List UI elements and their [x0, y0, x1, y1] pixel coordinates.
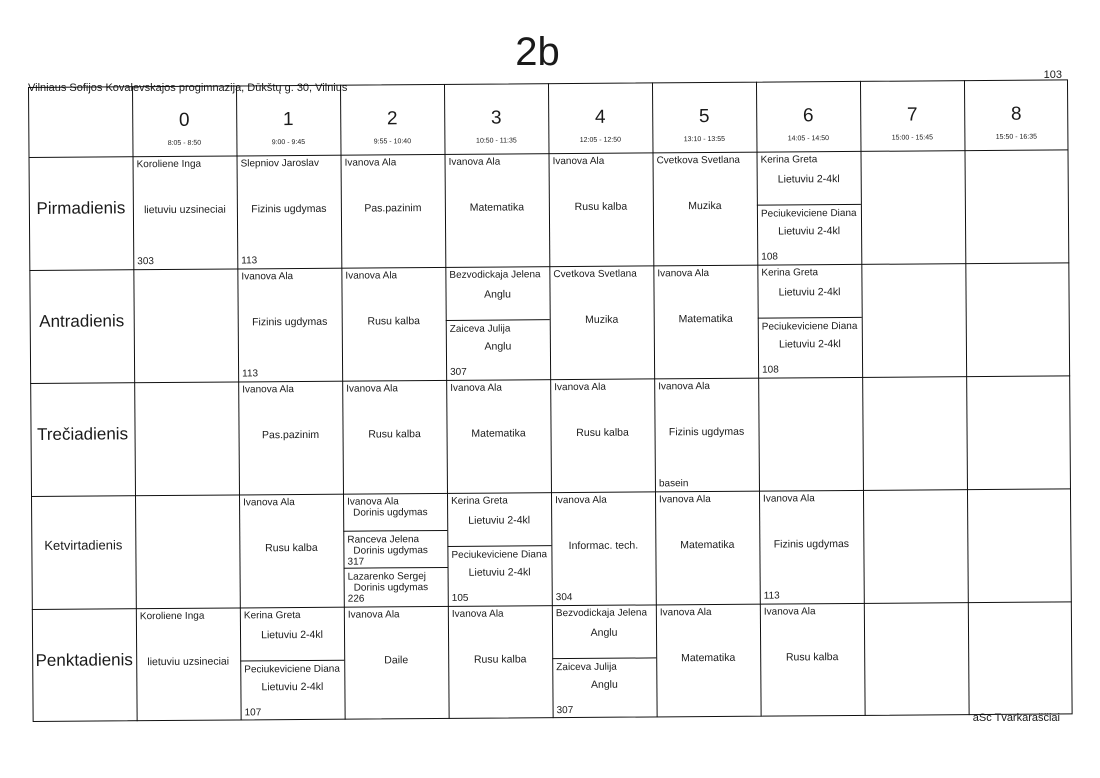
lesson-cell	[654, 378, 759, 492]
lesson-cell	[552, 604, 657, 718]
teacher-name: Kerina Greta	[760, 154, 818, 166]
teacher-name: Ivanova Ala	[554, 381, 606, 394]
subject-name: Rusu kalba	[368, 428, 421, 441]
lesson-subcell	[758, 317, 862, 377]
period-header	[132, 85, 237, 156]
teacher-name: Peciukeviciene Diana	[760, 207, 857, 220]
period-header	[340, 84, 445, 155]
period-number: 3	[490, 107, 502, 129]
teacher-name: Kerina Greta	[761, 267, 819, 279]
subject-name: lietuviu uzsineciai	[144, 203, 226, 217]
period-header	[444, 83, 549, 154]
lesson-cell	[655, 491, 760, 605]
lesson-cell	[342, 380, 447, 494]
teacher-name: Koroliene Inga	[136, 158, 202, 171]
period-header	[652, 82, 757, 153]
teacher-name: Ivanova Ala	[763, 493, 815, 505]
period-header	[860, 80, 965, 151]
lesson-subcell	[757, 204, 861, 264]
period-header	[964, 79, 1069, 150]
lesson-cell	[656, 604, 761, 718]
period-time: 8:05 - 8:50	[167, 139, 202, 147]
lesson-cell	[133, 155, 238, 269]
period-time: 12:05 - 12:50	[579, 136, 622, 144]
room-number: 105	[451, 592, 469, 604]
room-number: 307	[556, 705, 574, 717]
subject-name: Lietuviu 2-4kl	[778, 224, 841, 238]
teacher-name: Ivanova Ala	[345, 270, 398, 282]
lesson-cell	[238, 381, 343, 495]
subject-name: Rusu kalba	[367, 315, 421, 328]
period-header	[236, 85, 341, 156]
teacher-name: Ivanova Ala	[347, 496, 399, 508]
lesson-cell	[551, 491, 656, 605]
lesson-cell	[341, 267, 446, 381]
subject-name: Fizinis ugdymas	[251, 202, 327, 216]
period-number: 6	[802, 105, 814, 127]
teacher-name: Zaiceva Julija	[449, 322, 511, 335]
room-number: 226	[347, 593, 365, 605]
teacher-name: Peciukeviciene Diana	[451, 548, 548, 561]
teacher-name: Ivanova Ala	[344, 157, 397, 169]
subject-name: Pas.pazinim	[261, 428, 320, 442]
lesson-cell	[757, 264, 862, 378]
lesson-subcell	[447, 492, 551, 546]
lesson-cell	[237, 155, 342, 269]
teacher-name: Ivanova Ala	[552, 155, 605, 168]
subject-name: Matematika	[678, 312, 733, 326]
lesson-subcell	[344, 568, 448, 607]
lesson-cell	[652, 152, 757, 266]
subject-name: Muzika	[688, 199, 722, 213]
lesson-subcell	[552, 604, 656, 658]
subject-name: Anglu	[484, 339, 512, 353]
subject-name: Dorinis ugdymas	[353, 545, 428, 557]
room-number: 113	[241, 255, 258, 267]
subject-name: Anglu	[590, 678, 618, 691]
room-number: 317	[347, 556, 365, 568]
lesson-cell	[343, 493, 448, 607]
lesson-subcell	[446, 320, 550, 380]
subject-name: Rusu kalba	[785, 651, 839, 664]
lesson-subcell	[343, 531, 447, 569]
subject-name: Rusu kalba	[265, 541, 318, 555]
subject-name: Anglu	[590, 626, 618, 639]
period-time: 15:50 - 16:35	[995, 133, 1038, 141]
period-number: 5	[698, 106, 710, 128]
lesson-cell	[240, 607, 345, 721]
teacher-name: Bezvodickaja Jelena	[449, 269, 541, 281]
day-label: Trečiadienis	[36, 424, 129, 444]
teacher-name: Peciukeviciene Diana	[761, 320, 858, 333]
period-number: 8	[1010, 103, 1022, 125]
teacher-name: Ivanova Ala	[448, 156, 501, 168]
teacher-name: Zaiceva Julija	[556, 661, 617, 673]
period-time: 13:10 - 13:55	[683, 135, 726, 144]
lesson-subcell	[757, 264, 861, 318]
lesson-subcell	[445, 266, 549, 320]
teacher-name: Slepniov Jaroslav	[240, 157, 319, 170]
room-number: 113	[242, 368, 259, 380]
subject-name: Matematika	[681, 651, 736, 665]
subject-name: Lietuviu 2-4kl	[261, 628, 324, 642]
lesson-cell	[341, 154, 446, 268]
subject-name: Daile	[384, 654, 409, 667]
subject-name: Pas.pazinim	[364, 202, 422, 215]
teacher-name: Ivanova Ala	[659, 494, 711, 506]
lesson-cell	[445, 153, 550, 267]
period-header	[756, 81, 861, 152]
teacher-name: Ivanova Ala	[451, 608, 504, 620]
subject-name: Anglu	[484, 288, 511, 301]
lesson-cell	[445, 266, 550, 380]
lesson-cell	[447, 492, 552, 606]
lesson-cell	[446, 379, 551, 493]
lesson-cell	[239, 494, 344, 608]
subject-name: Lietuviu 2-4kl	[777, 173, 840, 186]
lesson-cell	[344, 606, 449, 720]
subject-name: Muzika	[585, 313, 619, 326]
lesson-subcell	[343, 493, 447, 532]
teacher-name: Ivanova Ala	[347, 609, 400, 621]
page-number: 103	[1043, 69, 1062, 81]
lesson-cell	[550, 378, 655, 492]
lesson-cell	[760, 603, 865, 717]
teacher-name: Ivanova Ala	[450, 382, 502, 394]
period-number: 4	[594, 106, 606, 128]
teacher-name: Ivanova Ala	[659, 607, 712, 619]
period-time: 14:05 - 14:50	[787, 135, 830, 143]
footer-credit: aSc Tvarkaraščiai	[972, 712, 1060, 724]
teacher-name: Kerina Greta	[451, 495, 508, 507]
period-time: 9:00 - 9:45	[271, 138, 306, 147]
teacher-name: Ranceva Jelena	[347, 534, 420, 546]
room-number: 303	[137, 256, 155, 268]
lesson-cell	[136, 607, 241, 721]
subject-name: Fizinis ugdymas	[668, 425, 745, 439]
subject-name: Rusu kalba	[473, 653, 527, 666]
teacher-name: Ivanova Ala	[555, 494, 607, 507]
room-number: 307	[450, 366, 467, 378]
subject-name: Dorinis ugdymas	[353, 582, 429, 594]
subject-name: Matematika	[471, 427, 526, 440]
subject-name: Informac. tech.	[568, 539, 639, 553]
lesson-subcell	[447, 546, 551, 606]
lesson-cell	[237, 268, 342, 382]
page-title: 2b	[515, 30, 560, 74]
period-number: 2	[386, 108, 398, 130]
school-name: Vilniaus Sofijos Kovalevskajos progimnazija, Dūkštų g. 30, Vilnius	[28, 82, 348, 94]
day-label: Penktadienis	[35, 650, 133, 670]
day-label: Ketvirtadienis	[44, 537, 123, 553]
timetable-grid	[28, 79, 1073, 722]
subject-name: Fizinis ugdymas	[773, 537, 850, 551]
lesson-cell	[759, 490, 864, 604]
lesson-cell	[756, 151, 861, 265]
subject-name: Matematika	[469, 201, 525, 214]
room-number: 113	[763, 590, 780, 602]
teacher-name: Ivanova Ala	[657, 268, 710, 280]
lesson-cell	[653, 265, 758, 379]
period-time: 9:55 - 10:40	[373, 138, 412, 146]
day-label: Pirmadienis	[36, 198, 126, 218]
subject-name: Rusu kalba	[576, 426, 629, 439]
teacher-name: Ivanova Ala	[763, 606, 816, 618]
lesson-cell	[548, 152, 653, 266]
room-number: 108	[761, 251, 778, 263]
room-number: 108	[762, 364, 779, 376]
period-time: 15:00 - 15:45	[891, 134, 934, 142]
teacher-name: Ivanova Ala	[658, 381, 710, 393]
teacher-name: Peciukeviciene Diana	[244, 663, 340, 675]
subject-name: Lietuviu 2-4kl	[468, 514, 531, 527]
subject-name: Rusu kalba	[574, 200, 628, 213]
period-header	[548, 82, 653, 153]
lesson-subcell	[552, 658, 656, 718]
room-number: 304	[555, 592, 573, 604]
lesson-cell	[549, 265, 654, 379]
teacher-name: Bezvodickaja Jelena	[555, 607, 648, 620]
room-number: basein	[658, 478, 689, 490]
lesson-subcell	[240, 607, 344, 661]
subject-name: Fizinis ugdymas	[252, 315, 328, 329]
teacher-name: Ivanova Ala	[346, 383, 398, 395]
teacher-name: Cvetkova Svetlana	[656, 154, 740, 167]
day-label: Antradienis	[39, 311, 125, 331]
subject-name: lietuviu uzsineciai	[147, 655, 230, 669]
lesson-subcell	[240, 660, 344, 720]
period-number: 0	[178, 109, 190, 131]
teacher-name: Ivanova Ala	[243, 497, 295, 509]
period-number: 7	[906, 104, 918, 126]
teacher-name: Kerina Greta	[243, 610, 301, 622]
teacher-name: Lazarenko Sergej	[347, 571, 427, 583]
lesson-subcell	[756, 151, 860, 205]
subject-name: Matematika	[680, 538, 735, 552]
lesson-cell	[448, 605, 553, 719]
period-number: 1	[282, 109, 294, 131]
subject-name: Lietuviu 2-4kl	[778, 286, 841, 299]
room-number: 107	[244, 707, 262, 719]
subject-name: Dorinis ugdymas	[353, 507, 428, 519]
period-time: 10:50 - 11:35	[476, 137, 517, 145]
subject-name: Lietuviu 2-4kl	[261, 680, 324, 693]
teacher-name: Ivanova Ala	[242, 384, 294, 396]
subject-name: Lietuviu 2-4kl	[778, 337, 841, 351]
teacher-name: Ivanova Ala	[241, 271, 294, 283]
teacher-name: Koroliene Inga	[139, 610, 205, 623]
subject-name: Lietuviu 2-4kl	[468, 565, 531, 579]
teacher-name: Cvetkova Svetlana	[553, 268, 637, 281]
